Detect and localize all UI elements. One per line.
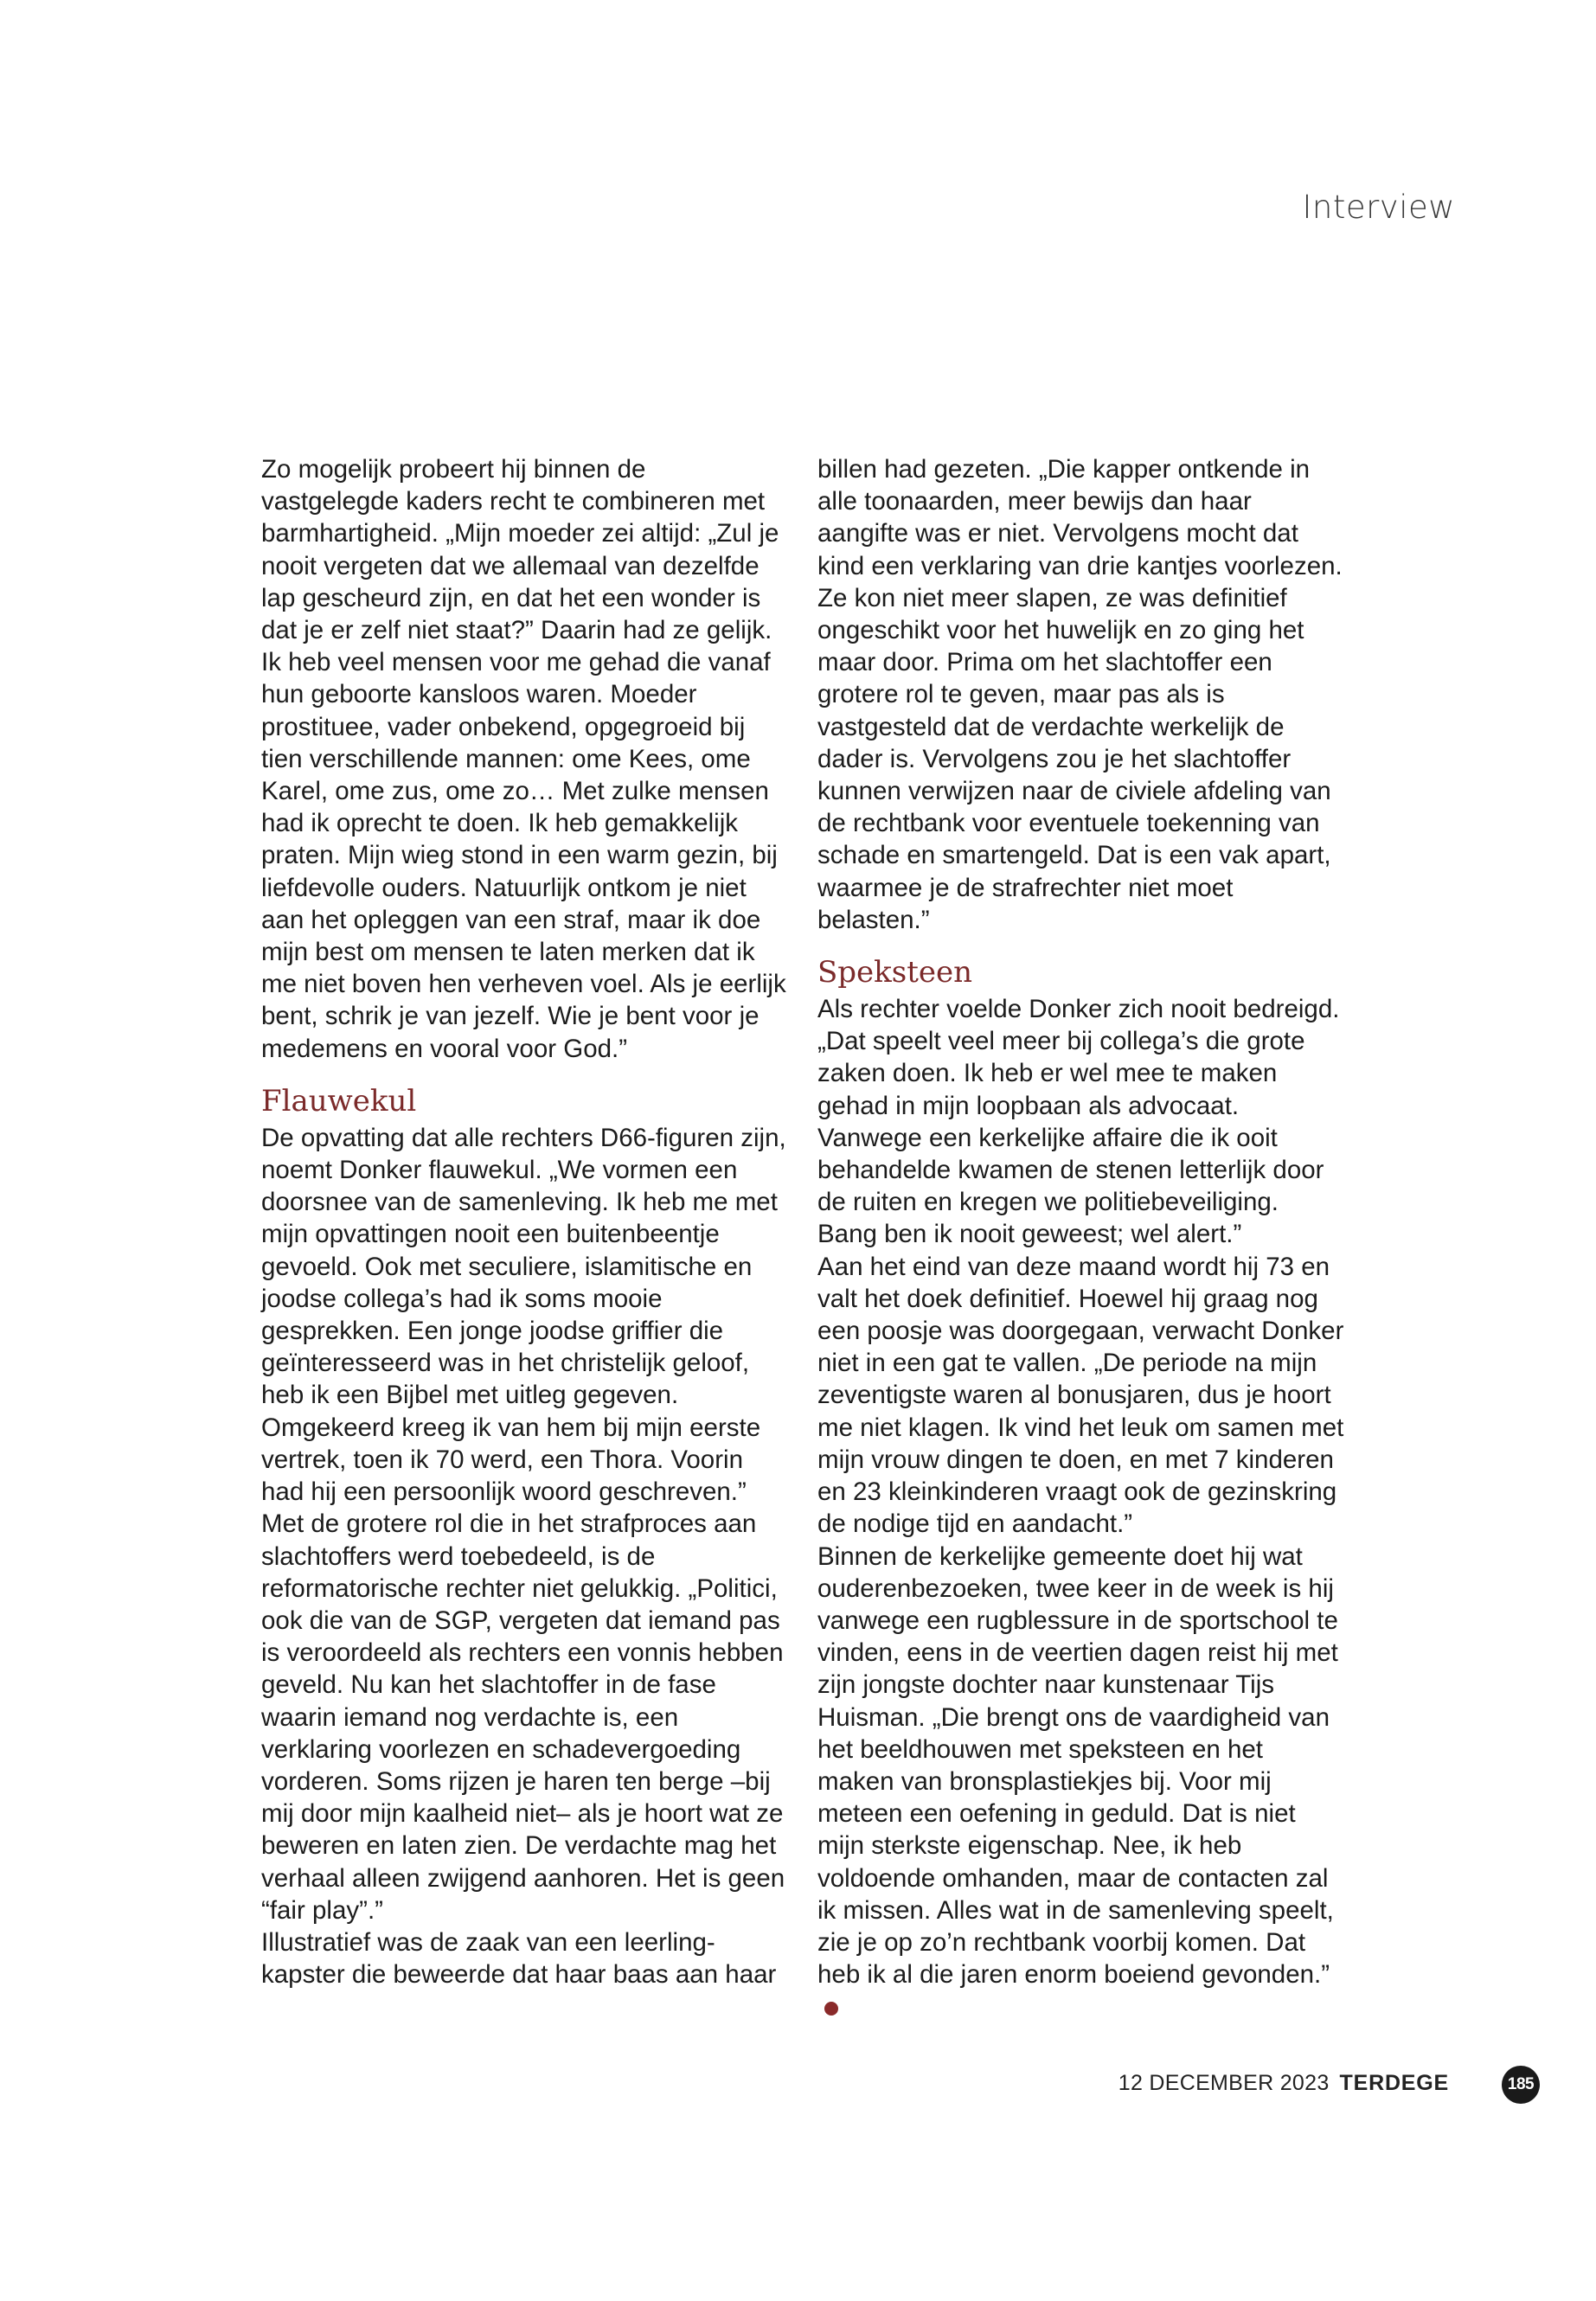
paragraph: billen had gezeten. „Die kapper ontkende in alle toonaarden, meer bewijs dan haar aangifte was er niet. Vervolgens mocht dat kind een verklaring van drie kantjes voorlezen. Ze kon niet meer slapen, ze was definitief ongeschikt voor het huwelijk en zo ging het maar door. Prima om het slachtoffer een grotere rol te geven, maar pas als is vastgesteld dat de verdachte werkelijk de dader is. Vervolgens zou je het slachtoffer kunnen verwijzen naar de civiele afdeling van de rechtbank voor eventuele toekenning van schade en smartengeld. Dat is een vak apart, waarmee je de strafrechter niet moet belasten.” — [817, 455, 1343, 934]
paragraph-text: Binnen de kerkelijke gemeente doet hij wat ouderenbezoeken, twee keer in de week is hij vanwege een rugblessure in de sportschool te vinden, eens in de veertien dagen reist hij met zijn jongste dochter naar kunstenaar Tijs Huisman. „Die brengt ons de vaardigheid van het beeldhouwen met speksteen en het maken van bronsplastiekjes bij. Voor mij meteen een oefening in geduld. Dat is niet mijn sterkste eigenschap. Nee, ik heb voldoende omhanden, maar de contacten zal ik missen. Alles wat in de samenleving speelt, zie je op zo’n rechtbank voorbij komen. Dat heb ik al die jaren enorm boeiend gevonden.” — [817, 1541, 1338, 1990]
article-column-right — [817, 453, 1345, 2023]
paragraph: Zo mogelijk probeert hij binnen de vastgelegde kaders recht te combineren met barmhartigheid. „Mijn moeder zei altijd: „Zul je nooit vergeten dat we allemaal van dezelfde lap gescheurd zijn, en dat het een wonder is dat je er zelf niet staat?” Daarin had ze gelijk. Ik heb veel mensen voor me gehad die vanaf hun geboorte kansloos waren. Moeder prostituee, vader onbekend, opgegroeid bij tien verschillende mannen: ome Kees, ome Karel, ome zus, ome zo… Met zulke mensen had ik oprecht te doen. Ik heb gemakkelijk praten. Mijn wieg stond in een warm gezin, bij liefdevolle ouders. Natuurlijk ontkom je niet aan het opleggen van een straf, maar ik doe mijn best om mensen te laten merken dat ik me niet boven hen verheven voel. Als je eerlijk bent, schrik je van jezelf. Wie je bent voor je medemens en vooral voor God.” — [261, 455, 786, 1063]
paragraph: Illustratief was de zaak van een leerling-kapster die beweerde dat haar baas aan haar — [261, 1927, 777, 1990]
article-column-left — [261, 453, 789, 1990]
section-label: Interview — [1302, 189, 1455, 226]
subheading-flauwekul: Flauwekul — [261, 1083, 417, 1118]
paragraph-final — [817, 1541, 1345, 2023]
footer — [1118, 2071, 1449, 2096]
paragraph: Met de grotere rol die in het strafproces aan slachtoffers werd toebedeeld, is de reformatorische rechter niet gelukkig. „Politici, ook die van de SGP, vergeten dat iemand pas is veroordeeld als rechters een vonnis hebben geveld. Nu kan het slachtoffer in de fase waarin iemand nog verdachte is, een verklaring voorlezen en schadevergoeding vorderen. Soms rijzen je haren ten berge –bij mij door mijn kaalheid niet– als je hoort wat ze beweren en laten zien. De verdachte mag het verhaal alleen zwijgend aanhoren. Het is geen “fair play”.” — [261, 1509, 785, 1925]
page-number-badge: 185 — [1502, 2066, 1540, 2104]
paragraph: Als rechter voelde Donker zich nooit bedreigd. „Dat speelt veel meer bij collega’s die grote zaken doen. Ik heb er wel mee te maken gehad in mijn loopbaan als advocaat. Vanwege een kerkelijke affaire die ik ooit behandelde kwamen de stenen letterlijk door de ruiten en kregen we politiebeveiliging. Bang ben ik nooit geweest; wel alert.” — [817, 995, 1340, 1249]
paragraph: De opvatting dat alle rechters D66-figuren zijn, noemt Donker flauwekul. „We vormen een doorsnee van de samenleving. Ik heb me met mijn opvattingen nooit een buitenbeentje gevoeld. Ook met seculiere, islamitische en joodse collega’s had ik soms mooie gesprekken. Een jonge joodse griffier die geïnteresseerd was in het christelijk geloof, heb ik een Bijbel met uitleg gegeven. Omgekeerd kreeg ik van hem bij mijn eerste vertrek, toen ik 70 werd, een Thora. Voorin had hij een persoonlijk woord geschreven.” — [261, 1123, 786, 1507]
magazine-name: TERDEGE — [1339, 2071, 1449, 2095]
end-mark-icon — [824, 2002, 838, 2016]
subheading-speksteen: Speksteen — [817, 955, 973, 990]
issue-date: 12 DECEMBER 2023 — [1118, 2071, 1330, 2095]
paragraph: Aan het eind van deze maand wordt hij 73 en valt het doek definitief. Hoewel hij graag nog een poosje was doorgegaan, verwacht Donker niet in een gat te vallen. „De periode na mijn zeventigste waren al bonusjaren, dus je hoort me niet klagen. Ik vind het leuk om samen met mijn vrouw dingen te doen, en met 7 kinderen en 23 kleinkinderen vraagt ook de gezinskring de nodige tijd en aandacht.” — [817, 1252, 1344, 1539]
